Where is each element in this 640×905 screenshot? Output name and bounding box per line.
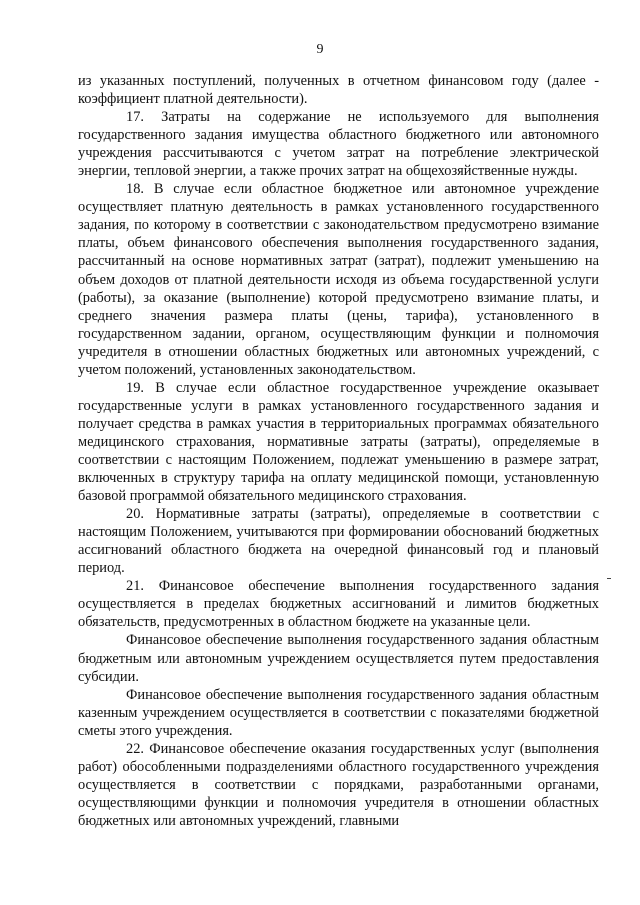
page-number: 9: [316, 42, 324, 57]
paragraph-22: 22. Финансовое обеспечение оказания государственных услуг (выполнения работ) обособленными подразделениями областного государственного учреждения осуществляется в соответствии с порядками, разработанными органами, осуществляющими функции и полномочия учредителя в отношении областных бюджетных или автономных учреждений, главными: [78, 740, 599, 829]
paragraph-18: 18. В случае если областное бюджетное или автономное учреждение осуществляет платную деятельность в рамках установленного государственного задания, по которому в соответствии с законодательством предусмотрено взимание платы, объем финансового обеспечения выполнения государственного задания, рассчитанный на основе нормативных затрат (затрат), подлежит уменьшению на объем доходов от платной деятельности исходя из объема государственной услуги (работы), за оказание (выполнение) которой предусмотрено взимание платы, и среднего значения размера платы (цены, тарифа), установленного в государственном задании, органом, осуществляющим функции и полномочия учредителя в отношении областных бюджетных или автономных учреждений, с учетом положений, установленных законодательством.: [78, 181, 599, 378]
paragraph-20: 20. Нормативные затраты (затраты), определяемые в соответствии с настоящим Положением, учитываются при формировании обоснований бюджетных ассигнований областного бюджета на очередной финансовый год и плановый период.: [78, 506, 599, 577]
paragraph-17: 17. Затраты на содержание не используемого для выполнения государственного задания имущества областного бюджетного или автономного учреждения рассчитываются с учетом затрат на потребление электрической энергии, тепловой энергии, а также прочих затрат на общехозяйственные нужды.: [78, 109, 599, 180]
paragraph-19: 19. В случае если областное государственное учреждение оказывает государственные услуги в рамках установленного государственного задания и получает средства в рамках участия в территориальных программах обязательного медицинского страхования, нормативные затраты (затраты), определяемые в соответствии с настоящим Положением, подлежат уменьшению в размере затрат, включенных в структуру тарифа на оплату медицинской помощи, установленную базовой программой обязательного медицинского страхования.: [78, 379, 599, 505]
paragraph-21-budget-institutions: Финансовое обеспечение выполнения государственного задания областным бюджетным или автономным учреждением осуществляется путем предоставления субсидии.: [78, 632, 599, 685]
document-text: [78, 72, 599, 830]
paragraph-continuation: из указанных поступлений, полученных в отчетном финансовом году (далее - коэффициент платной деятельности).: [78, 73, 599, 108]
paragraph-21-treasury-institutions: Финансовое обеспечение выполнения государственного задания областным казенным учреждением осуществляется в соответствии с показателями бюджетной сметы этого учреждения.: [78, 686, 599, 739]
paragraph-21: 21. Финансовое обеспечение выполнения государственного задания осуществляется в пределах бюджетных ассигнований и лимитов бюджетных обязательств, предусмотренных в областном бюджете на указанные цели.: [78, 578, 599, 631]
margin-mark: [607, 578, 611, 579]
